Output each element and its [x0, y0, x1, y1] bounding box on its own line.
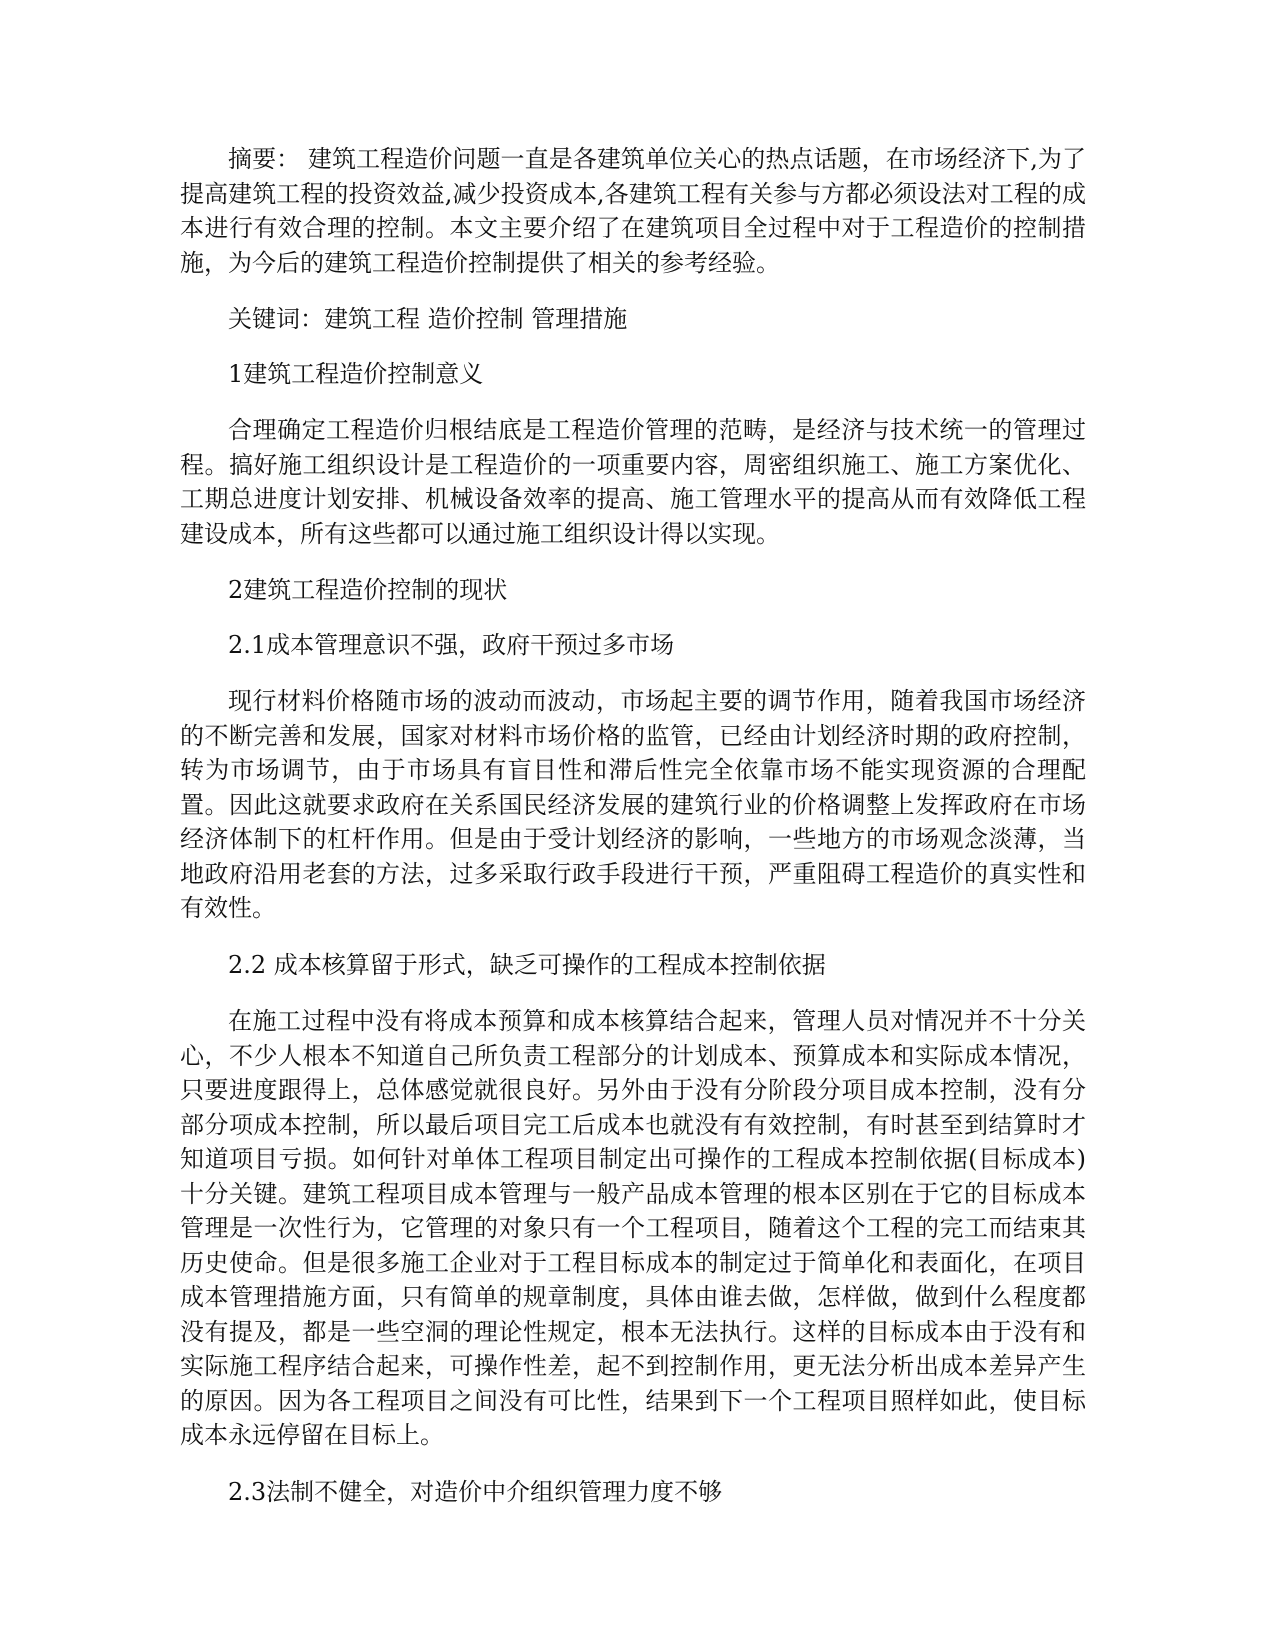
section-2-heading: 2建筑工程造价控制的现状 — [228, 576, 508, 604]
keywords-line: 关键词：建筑工程 造价控制 管理措施 — [228, 305, 628, 333]
section-2-1-heading: 2.1成本管理意识不强，政府干预过多市场 — [228, 630, 675, 659]
section-2-2-paragraph: 在施工过程中没有将成本预算和成本核算结合起来，管理人员对情况并不十分关心，不少人根本不知道自己所负责工程部分的计划成本、预算成本和实际成本情况，只要进度跟得上，总体感觉就很良好。另外由于没有分阶段分项目成本控制，没有分部分项成本控制，所以最后项目完工后成本也就没有有效控制，有时甚至到结算时才知道项目亏损。如何针对单体工程项目制定出可操作的工程成本控制依据(目标成本)十分关键。建筑工程项目成本管理与一般产品成本管理的根本区别在于它的目标成本管理是一次性行为，它管理的对象只有一个工程项目，随着这个工程的完工而结束其历史使命。但是很多施工企业对于工程目标成本的制定过于简单化和表面化，在项目成本管理措施方面，只有简单的规章制度，具体由谁去做，怎样做，做到什么程度都没有提及，都是一些空洞的理论性规定，根本无法执行。这样的目标成本由于没有和实际施工程序结合起来，可操作性差，起不到控制作用，更无法分析出成本差异产生的原因。因为各工程项目之间没有可比性，结果到下一个工程项目照样如此，使目标成本永远停留在目标上。 — [180, 1007, 1086, 1449]
section-2-2-heading: 2.2 成本核算留于形式，缺乏可操作的工程成本控制依据 — [228, 950, 826, 979]
section-1-paragraph: 合理确定工程造价归根结底是工程造价管理的范畴，是经济与技术统一的管理过程。搞好施工组织设计是工程造价的一项重要内容，周密组织施工、施工方案优化、工期总进度计划安排、机械设备效率的提高、施工管理水平的提高从而有效降低工程建设成本，所有这些都可以通过施工组织设计得以实现。 — [180, 416, 1086, 548]
abstract-paragraph: 摘要： 建筑工程造价问题一直是各建筑单位关心的热点话题，在市场经济下,为了提高建筑工程的投资效益,减少投资成本,各建筑工程有关参与方都必须设法对工程的成本进行有效合理的控制。本文主要介绍了在建筑项目全过程中对于工程造价的控制措施，为今后的建筑工程造价控制提供了相关的参考经验。 — [180, 145, 1086, 277]
section-2-1-paragraph: 现行材料价格随市场的波动而波动，市场起主要的调节作用，随着我国市场经济的不断完善和发展，国家对材料市场价格的监管，已经由计划经济时期的政府控制，转为市场调节，由于市场具有盲目性和滞后性完全依靠市场不能实现资源的合理配置。因此这就要求政府在关系国民经济发展的建筑行业的价格调整上发挥政府在市场经济体制下的杠杆作用。但是由于受计划经济的影响，一些地方的市场观念淡薄，当地政府沿用老套的方法，过多采取行政手段进行干预，严重阻碍工程造价的真实性和有效性。 — [180, 687, 1086, 922]
section-1-heading: 1建筑工程造价控制意义 — [228, 359, 484, 388]
document-page — [180, 142, 1086, 1509]
section-2-3-heading: 2.3法制不健全，对造价中介组织管理力度不够 — [228, 1477, 723, 1506]
